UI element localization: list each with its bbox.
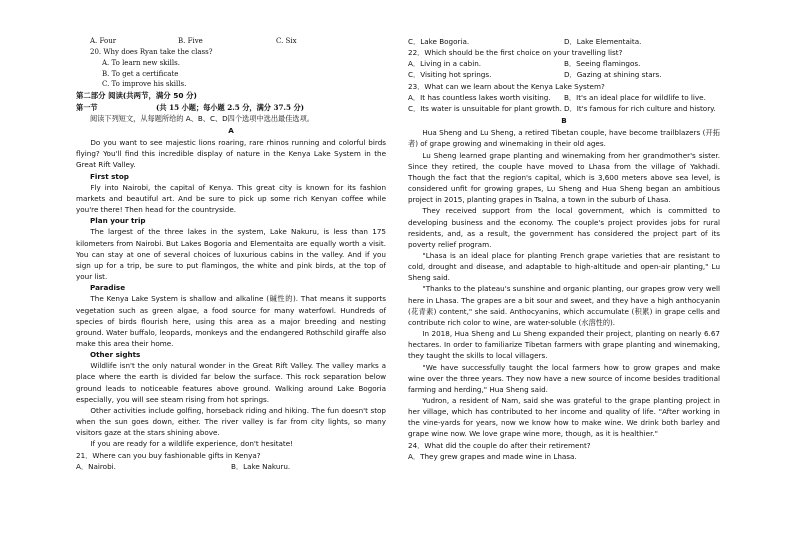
q23-options-cd (408, 103, 720, 114)
q23-option-d: D．It's famous for rich culture and history. (564, 103, 716, 113)
q23-options-ab (408, 92, 720, 103)
q23-option-b: B．It's an ideal place for wildlife to live. (564, 92, 706, 102)
section1-label: 第一节 (76, 102, 98, 112)
paradise-paragraph: The Kenya Lake System is shallow and alkaline (碱性的). That means it supports vegetation such as green algae, a food source for many waterfowl. Hundreds of species of birds flourish here, using this area as a major breeding and nesting ground. Water buffalo, leopards, monkeys and the endangered Rothschild giraffe also make this area their home. (76, 294, 386, 348)
q20-question: 20. Why does Ryan take the class? (90, 47, 213, 56)
paradise-title: Paradise (90, 283, 126, 293)
q22-option-a: A．Living in a cabin. (408, 59, 482, 69)
closing-line: If you are ready for a wildlife experience, don't hesitate! (90, 439, 294, 449)
passage-b-label: B (561, 116, 567, 126)
passage-a-label: A (228, 126, 234, 135)
q21-option-c: C．Lake Bogoria. (408, 37, 470, 46)
q20-option-a: A. To learn new skills. (102, 58, 180, 67)
passage-b-paragraph-7: "We have successfully taught the local farmers how to grow grapes and make wine over the three years. They now have a new source of income besides traditional farming and herding," Hua Sheng said. (408, 362, 720, 394)
plan-title: Plan your trip (90, 216, 146, 226)
q20-option-c: C. To improve his skills. (102, 80, 187, 89)
left-column (76, 36, 386, 472)
other-sights-paragraph-2: Other activities include golfing, horseback riding and hiking. The fun doesn't stop when the sun goes down, either. The river valley is far from city lights, so many visitors gaze at the stars shining above. (76, 405, 386, 438)
right-column (408, 36, 720, 462)
q22-question: 22．Which should be the first choice on your travelling list? (408, 48, 623, 58)
q23-option-a: A．It has countless lakes worth visiting. (408, 92, 551, 102)
q21-option-a: A．Nairobi. (76, 461, 116, 471)
q19-option-a: A. Four (90, 37, 117, 45)
q21-options-cd (408, 36, 720, 47)
passage-b-paragraph-5: "Thanks to the plateau's sunshine and organic planting, our grapes grow very well here in Lhasa. The grapes are a bit sour and sweet, and they have a high anthocyanin (花青素) content," she said. Anthocyanins, which accumulate (积累) in grape cells and contribute rich color to wine, are water-soluble (水溶性的). (408, 284, 720, 327)
part2-heading: 第二部分 阅读(共两节，满分 50 分) (76, 91, 197, 101)
q23-option-c: C．Its water is unsuitable for plant growth. (408, 103, 562, 113)
passage-b-paragraph-8: Yudron, a resident of Nam, said she was grateful to the grape planting project in her village, which has contributed to her income and quality of life. "After working in the vine-yards for years, now we know how to make wine. We drink both barley and grape wine now. We love grape wine more, though, as it is healthier." (408, 396, 720, 439)
instructions: 阅读下列短文，从每题所给的 A、B、C、D四个选项中选出最佳选项。 (90, 113, 314, 123)
q19-options (76, 36, 386, 47)
q21-option-b: B．Lake Nakuru. (231, 461, 291, 471)
q22-option-d: D．Gazing at shining stars. (564, 70, 662, 80)
q24-question: 24．What did the couple do after their retirement? (408, 440, 591, 450)
q24-option-a: A．They grew grapes and made wine in Lhasa. (408, 451, 577, 461)
passage-b-paragraph-1: Hua Sheng and Lu Sheng, a retired Tibetan couple, have become trailblazers (开拓者) of grape growing and winemaking in their old ages. (408, 128, 720, 149)
q22-option-b: B．Seeing flamingos. (564, 59, 641, 69)
plan-paragraph: The largest of the three lakes in the system, Lake Nakuru, is less than 175 kilometers from Nairobi. But Lakes Bogoria and Elementaita are equally worth a visit. You can stay at one of several choices of luxurious cabins in the valley. And if you sign up for a trip, be sure to put flamingos, the white and pink birds, at the top of your list. (76, 227, 386, 282)
passage-b-paragraph-2: Lu Sheng learned grape planting and winemaking from her grandmother's sister. Since they retired, the couple have moved to Lhasa from the village of Yakhadi. Though the fact that the region's capital, which is 3,600 meters above sea level, is considered unfit for growing grapes, Lu Sheng and Hua Sheng began an ambitious project in 2015, planting grapes in Tsalna, a town in the suburb of Lhasa. (408, 150, 720, 205)
first-stop-title: First stop (90, 171, 129, 181)
other-sights-title: Other sights (90, 350, 141, 360)
q19-option-c: C. Six (276, 37, 297, 45)
passage-b-paragraph-6: In 2018, Hua Sheng and Lu Sheng expanded their project, planting on nearly 6.67 hectares. In order to familiarize Tibetan farmers with grape planting and winemaking, they taught the skills to local villagers. (408, 329, 720, 361)
q22-options-ab (408, 58, 720, 69)
q21-option-d: D．Lake Elementaita. (564, 37, 642, 46)
passage-b-paragraph-4: "Lhasa is an ideal place for planting French grape varieties that are resistant to cold, drought and disease, and adaptable to high-altitude and open-air planting," Lu Sheng said. (408, 250, 720, 283)
other-sights-paragraph-1: Wildlife isn't the only natural wonder in the Great Rift Valley. The valley marks a place where the earth is divided far below the surface. This rock separation below ground leads to noticeable features above ground. Walking around Lake Bogoria especially, you will see steam rising from hot springs. (76, 361, 386, 404)
intro-paragraph: Do you want to see majestic lions roaring, rare rhinos running and colorful birds flying? You'll find this incredible display of nature in the Kenya Lake System in the Great Rift Valley. (76, 138, 386, 170)
passage-b-paragraph-3: They received support from the local government, which is committed to developing business and the economy. The couple's project provides jobs for rural residents, and, as a result, the government has considered the project part of its poverty relief program. (408, 206, 720, 249)
q22-options-cd (408, 69, 720, 80)
section1-detail: (共 15 小题；每小题 2.5 分，满分 37.5 分) (156, 102, 305, 112)
q21-options-ab (76, 461, 386, 472)
section1-heading (76, 102, 386, 113)
q23-question: 23．What can we learn about the Kenya Lake System? (408, 81, 605, 91)
first-stop-paragraph: Fly into Nairobi, the capital of Kenya. This great city is known for its fashion markets and beautiful art. And be sure to pick up some rich Kenyan coffee while you're there! Then head for the countryside. (76, 182, 386, 215)
q20-option-b: B. To get a certificate (102, 69, 179, 78)
q19-option-b: B. Five (178, 37, 203, 45)
q22-option-c: C．Visiting hot springs. (408, 70, 492, 80)
q21-question: 21．Where can you buy fashionable gifts in Kenya? (76, 450, 261, 460)
